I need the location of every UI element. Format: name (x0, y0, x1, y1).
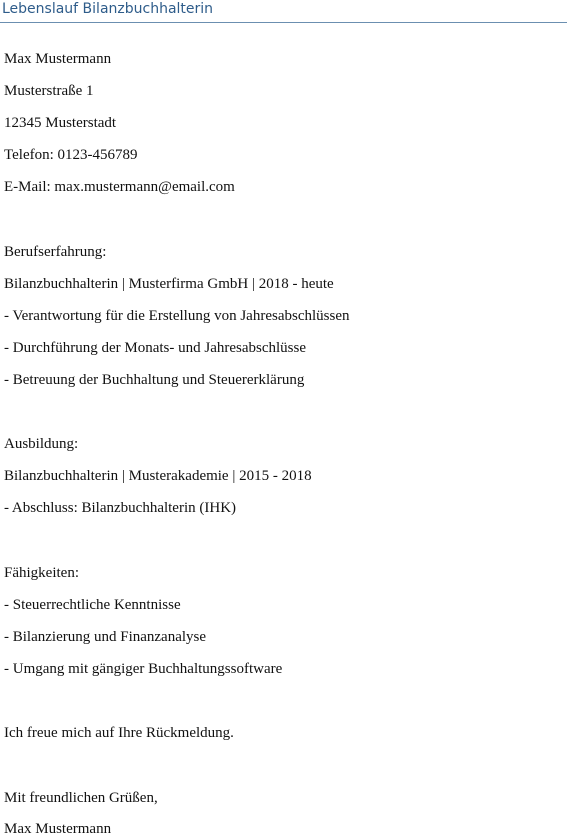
skills-item: - Bilanzierung und Finanzanalyse (4, 629, 207, 645)
contact-street: Musterstraße 1 (4, 83, 94, 99)
experience-item: - Betreuung der Buchhaltung und Steuererklärung (4, 372, 305, 388)
document-header (0, 0, 567, 23)
skills-item: - Umgang mit gängiger Buchhaltungssoftware (4, 661, 283, 677)
experience-item: - Durchführung der Monats- und Jahresabschlüsse (4, 340, 307, 356)
experience-position: Bilanzbuchhalterin | Musterfirma GmbH | 2018 - heute (4, 276, 334, 292)
contact-email: E-Mail: max.mustermann@email.com (4, 179, 235, 195)
contact-name: Max Mustermann (4, 51, 112, 67)
experience-heading: Berufserfahrung: (4, 244, 107, 260)
experience-item: - Verantwortung für die Erstellung von Jahresabschlüssen (4, 308, 350, 324)
closing-greeting: Mit freundlichen Grüßen, (4, 790, 158, 806)
document-title: Lebenslauf Bilanzbuchhalterin (2, 1, 214, 17)
education-entry: Bilanzbuchhalterin | Musterakademie | 2015 - 2018 (4, 468, 312, 484)
contact-phone: Telefon: 0123-456789 (4, 147, 138, 163)
education-heading: Ausbildung: (4, 436, 79, 452)
contact-city: 12345 Musterstadt (4, 115, 117, 131)
education-item: - Abschluss: Bilanzbuchhalterin (IHK) (4, 500, 237, 516)
signature-name: Max Mustermann (4, 821, 112, 837)
closing-sentence: Ich freue mich auf Ihre Rückmeldung. (4, 725, 234, 741)
skills-item: - Steuerrechtliche Kenntnisse (4, 597, 181, 613)
skills-heading: Fähigkeiten: (4, 565, 79, 581)
